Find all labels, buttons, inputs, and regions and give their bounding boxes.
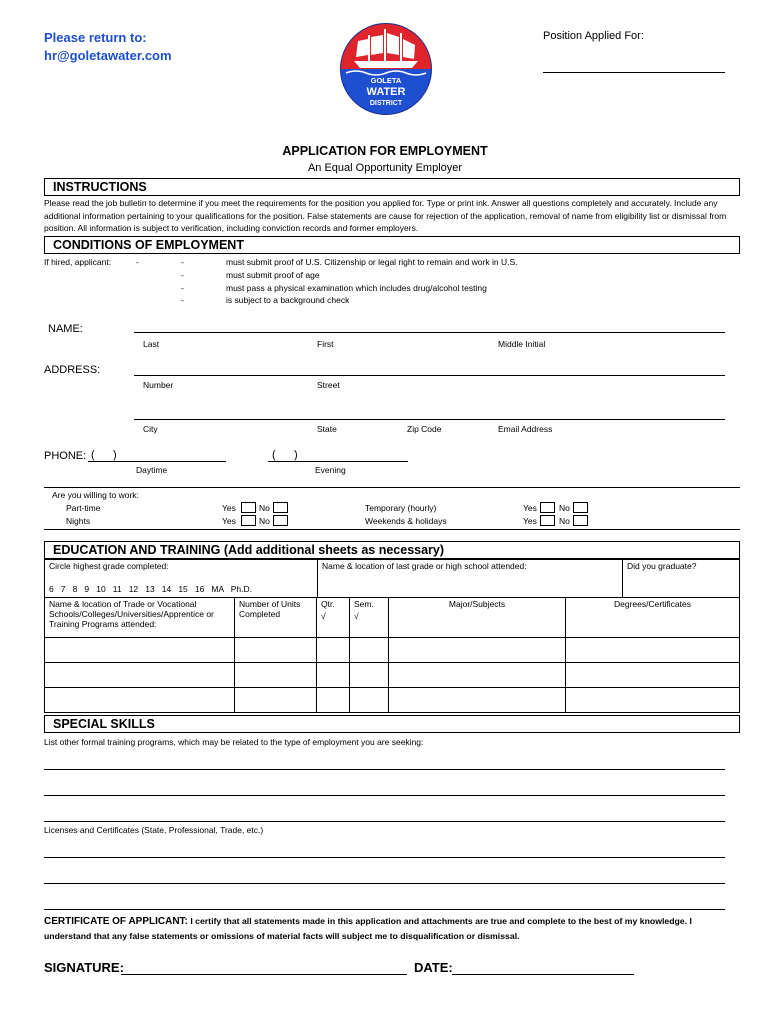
name-label: NAME: xyxy=(48,323,83,335)
address-label: ADDRESS: xyxy=(44,364,101,376)
weekends-label: Weekends & holidays xyxy=(365,516,447,526)
position-label: Position Applied For: xyxy=(543,30,644,42)
conditions-dash: - xyxy=(136,257,139,267)
licenses-line[interactable] xyxy=(44,883,725,884)
col-trade-header: Name & location of Trade or Vocational Schools/Colleges/Universities/Apprentice or Training Programs attended: xyxy=(45,598,235,638)
skills-heading: SPECIAL SKILLS xyxy=(53,717,155,731)
phone-evening-area: ( ) xyxy=(272,449,298,461)
graduate-cell[interactable] xyxy=(623,560,740,598)
certificate-text xyxy=(44,914,734,944)
phone-evening-field[interactable] xyxy=(268,461,408,462)
page-title: APPLICATION FOR EMPLOYMENT xyxy=(282,144,488,158)
address-email-caption: Email Address xyxy=(498,424,553,434)
education-table xyxy=(44,597,740,713)
address-state-caption: State xyxy=(317,424,337,434)
conditions-dash: - xyxy=(181,270,184,280)
col-qtr-check: √ xyxy=(321,611,326,621)
skills-line[interactable] xyxy=(44,769,725,770)
part-time-label: Part-time xyxy=(66,503,101,513)
address-city-field[interactable] xyxy=(134,419,725,420)
nights-yes-label: Yes xyxy=(222,516,236,526)
phone-label: PHONE: xyxy=(44,450,87,462)
phone-daytime-caption: Daytime xyxy=(136,465,168,475)
logo-text-district: DISTRICT xyxy=(369,100,403,107)
education-grade-table xyxy=(44,559,740,598)
conditions-dash: - xyxy=(181,257,184,267)
conditions-lead: If hired, applicant: xyxy=(44,257,112,267)
signature-field[interactable] xyxy=(121,974,407,975)
address-street-caption: Street xyxy=(317,380,340,390)
licenses-line[interactable] xyxy=(44,909,725,910)
instructions-heading-box xyxy=(44,178,740,196)
address-city-caption: City xyxy=(143,424,158,434)
conditions-dash: - xyxy=(181,295,184,305)
table-row[interactable] xyxy=(45,688,740,713)
temporary-yes-checkbox[interactable] xyxy=(540,502,555,513)
conditions-heading: CONDITIONS OF EMPLOYMENT xyxy=(53,238,244,252)
licenses-label: Licenses and Certificates (State, Professional, Trade, etc.) xyxy=(44,825,264,835)
graduate-label: Did you graduate? xyxy=(627,561,697,571)
grade-cell xyxy=(45,560,318,598)
date-field[interactable] xyxy=(452,974,634,975)
nights-yes-checkbox[interactable] xyxy=(241,515,256,526)
col-qtr-label: Qtr. xyxy=(321,599,335,609)
instructions-text: Please read the job bulletin to determine if you meet the requirements for the position you applied for. Type or print ink. Answer all questions completely and accurately. Include any additional information pertaining to your qualifications for the position. False statements are cause for rejection of the application, removal of name from eligibility list or dismissal from position. All information is subject to verification, including conviction records and former employers. xyxy=(44,198,727,233)
temporary-no-checkbox[interactable] xyxy=(573,502,588,513)
temporary-no-label: No xyxy=(559,503,570,513)
return-email[interactable]: hr@goletawater.com xyxy=(44,48,172,63)
temporary-label: Temporary (hourly) xyxy=(365,503,437,513)
conditions-heading-box xyxy=(44,236,740,254)
availability-question: Are you willing to work: xyxy=(52,490,139,500)
name-first-caption: First xyxy=(317,339,334,349)
part-time-yes-label: Yes xyxy=(222,503,236,513)
weekends-yes-checkbox[interactable] xyxy=(540,515,555,526)
name-middle-caption: Middle Initial xyxy=(498,339,546,349)
circle-grade-prompt: Circle highest grade completed: xyxy=(49,561,169,571)
logo-text-water: WATER xyxy=(366,86,406,98)
weekends-no-checkbox[interactable] xyxy=(573,515,588,526)
education-heading-box xyxy=(44,541,740,559)
skills-line[interactable] xyxy=(44,795,725,796)
address-number-caption: Number xyxy=(143,380,174,390)
phone-daytime-area: ( ) xyxy=(91,449,117,461)
temporary-yes-label: Yes xyxy=(523,503,537,513)
nights-label: Nights xyxy=(66,516,91,526)
address-zip-caption: Zip Code xyxy=(407,424,442,434)
date-label: DATE: xyxy=(414,960,453,975)
phone-daytime-field[interactable] xyxy=(88,461,226,462)
conditions-item: must submit proof of U.S. Citizenship or legal right to remain and work in U.S. xyxy=(226,257,518,267)
part-time-no-checkbox[interactable] xyxy=(273,502,288,513)
part-time-yes-checkbox[interactable] xyxy=(241,502,256,513)
col-sem-header xyxy=(350,598,389,638)
conditions-dash: - xyxy=(181,283,184,293)
skills-heading-box xyxy=(44,715,740,733)
col-qtr-header xyxy=(317,598,350,638)
part-time-no-label: No xyxy=(259,503,270,513)
conditions-item: must pass a physical examination which includes drug/alcohol testing xyxy=(226,283,487,293)
skills-prompt: List other formal training programs, which may be related to the type of employment you are seeking: xyxy=(44,737,424,747)
name-field[interactable] xyxy=(134,332,725,333)
skills-line[interactable] xyxy=(44,821,725,822)
table-row[interactable] xyxy=(45,663,740,688)
address-street-field[interactable] xyxy=(134,375,725,376)
page-subtitle: An Equal Opportunity Employer xyxy=(307,162,463,174)
conditions-item: is subject to a background check xyxy=(226,295,350,305)
col-degrees-header: Degrees/Certificates xyxy=(566,598,740,638)
nights-no-checkbox[interactable] xyxy=(273,515,288,526)
grade-options[interactable]: 6 7 8 9 10 11 12 13 14 15 16 MA Ph.D. xyxy=(49,584,253,594)
goleta-water-logo xyxy=(340,15,432,115)
certificate-statement: I certify that all statements made in this application and attachments are true and complete to the best of my knowledge. I understand that any false statements or omissions of material facts will subject me to disqualification or dismissal. xyxy=(44,916,692,941)
col-units-header: Number of Units Completed xyxy=(235,598,317,638)
education-heading: EDUCATION AND TRAINING (Add additional sheets as necessary) xyxy=(53,543,445,557)
nights-no-label: No xyxy=(259,516,270,526)
last-school-label: Name & location of last grade or high school attended: xyxy=(322,561,527,571)
licenses-line[interactable] xyxy=(44,857,725,858)
col-sem-label: Sem. xyxy=(354,599,374,609)
instructions-heading: INSTRUCTIONS xyxy=(53,180,147,194)
name-last-caption: Last xyxy=(143,339,160,349)
return-label: Please return to: xyxy=(44,30,147,45)
col-major-header: Major/Subjects xyxy=(389,598,566,638)
signature-label: SIGNATURE: xyxy=(44,960,124,975)
last-school-cell[interactable] xyxy=(318,560,623,598)
conditions-item: must submit proof of age xyxy=(226,270,320,280)
position-field[interactable] xyxy=(543,72,725,73)
certificate-label: CERTIFICATE OF APPLICANT: xyxy=(44,916,188,927)
table-row[interactable] xyxy=(45,638,740,663)
logo-text-goleta: GOLETA xyxy=(370,76,402,85)
weekends-no-label: No xyxy=(559,516,570,526)
weekends-yes-label: Yes xyxy=(523,516,537,526)
phone-evening-caption: Evening xyxy=(315,465,346,475)
col-sem-check: √ xyxy=(354,611,359,621)
